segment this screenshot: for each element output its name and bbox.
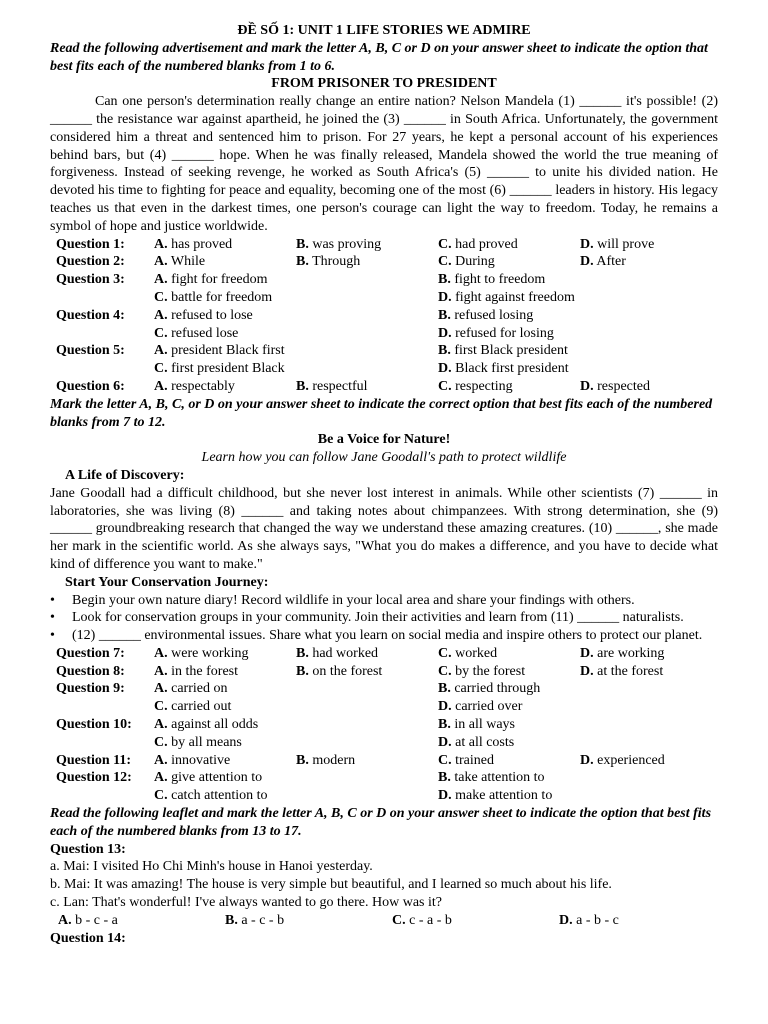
section1-heading: FROM PRISONER TO PRESIDENT — [271, 76, 497, 92]
option-a: A. against all odds — [154, 717, 259, 733]
question-row — [56, 307, 654, 325]
dialogue-line-c: c. Lan: That's wonderful! I've always wanted to go there. How was it? — [50, 895, 442, 911]
section1-passage: Can one person's determination really change an entire nation? Nelson Mandela (1) ______ it's possible! (2) ______ the resistance war against apartheid, he joined the (3) ______ in South Africa. Unfortunately, the government considered him a threat and sentenced him to prison. For 27 years, he kept a personal account of his experiences behind bars, but (4) ______ hope. When he was finally released, Mandela showed the world the true meaning of forgiveness. Instead of seeking revenge, he worked as South Africa's (5) ______ to unite his divided nation. He devoted his time to fighting for peace and equality, becoming one of the most (6) ______ leaders in history. His legacy teaches us that even in the darkest times, one person's courage can light the way to freedom. Today, he remains a symbol of hope and justice worldwide. — [50, 94, 718, 234]
option-b: B. carried through — [438, 681, 541, 697]
question-13-options — [50, 912, 718, 930]
question-row-cont — [56, 734, 665, 752]
list-item: • (12) ______ environmental issues. Share what you learn on social media and inspire others to protect our planet. — [50, 628, 703, 644]
question-label: Question 12: — [56, 770, 132, 786]
exam-title: ĐỀ SỐ 1: UNIT 1 LIFE STORIES WE ADMIRE — [237, 23, 531, 38]
question-label: Question 11: — [56, 752, 132, 768]
question-row-cont — [56, 787, 665, 805]
conservation-bullets — [50, 592, 718, 645]
section1-instruction: Read the following advertisement and mark the letter A, B, C or D on your answer sheet to indicate the option that best fits each of the numbered blanks from 1 to 6. — [50, 40, 708, 74]
section2-heading: Be a Voice for Nature! — [317, 432, 451, 448]
option-b: B. fight to freedom — [438, 272, 546, 288]
option-c: C. trained — [438, 752, 494, 768]
question-label: Question 8: — [56, 663, 125, 679]
question-row — [56, 752, 665, 770]
option-a: A. were working — [154, 645, 249, 661]
option-d: D. After — [580, 254, 626, 270]
option-a: A. in the forest — [154, 663, 238, 679]
option-a: A. b - c - a — [58, 912, 118, 928]
section3-instruction: Read the following leaflet and mark the letter A, B, C or D on your answer sheet to indicate the option that best fits each of the numbered blanks from 13 to 17. — [50, 806, 712, 839]
option-d: D. are working — [580, 645, 665, 661]
question-label: Question 9: — [56, 681, 125, 697]
option-b: B. a - c - b — [225, 912, 285, 928]
question-row-cont — [56, 325, 654, 343]
option-d: D. at the forest — [580, 663, 664, 679]
option-c: C. c - a - b — [392, 912, 452, 928]
section2-subheading-1: A Life of Discovery: — [65, 467, 185, 483]
option-c: C. respecting — [438, 378, 513, 394]
option-a: A. president Black first — [154, 343, 285, 359]
option-b: B. respectful — [296, 378, 368, 394]
option-c: C. carried out — [154, 699, 232, 715]
question-row — [56, 378, 654, 396]
option-b: B. modern — [296, 752, 356, 768]
option-b: B. take attention to — [438, 770, 545, 786]
option-d: D. will prove — [580, 236, 655, 252]
option-a: A. has proved — [154, 236, 233, 252]
question-13-label: Question 13: — [50, 841, 126, 857]
option-a: A. fight for freedom — [154, 272, 268, 288]
option-a: A. refused to lose — [154, 307, 253, 323]
dialogue-line-a: a. Mai: I visited Ho Chi Minh's house in Hanoi yesterday. — [50, 859, 373, 875]
bullet-icon: • — [50, 610, 55, 626]
option-d: D. refused for losing — [438, 325, 554, 341]
question-row-cont — [56, 698, 665, 716]
question-label: Question 10: — [56, 717, 132, 733]
list-item: • Begin your own nature diary! Record wildlife in your local area and share your findings with others. — [50, 592, 635, 608]
question-row-cont — [56, 360, 654, 378]
question-row — [56, 663, 665, 681]
option-b: B. first Black president — [438, 343, 568, 359]
option-c: C. worked — [438, 645, 498, 661]
bullet-icon: • — [50, 592, 55, 608]
option-d: D. fight against freedom — [438, 289, 575, 305]
question-row — [56, 236, 654, 254]
option-d: D. at all costs — [438, 734, 515, 750]
question-label: Question 6: — [56, 378, 125, 394]
question-row — [56, 342, 654, 360]
section2-subtitle: Learn how you can follow Jane Goodall's path to protect wildlife — [201, 450, 567, 466]
option-a: A. carried on — [154, 681, 228, 697]
section2-instruction: Mark the letter A, B, C, or D on your answer sheet to indicate the correct option that best fits each of the numbered blanks from 7 to 12. — [50, 396, 713, 430]
question-label: Question 7: — [56, 645, 125, 661]
option-c: C. During — [438, 254, 495, 270]
section2-subheading-2: Start Your Conservation Journey: — [65, 574, 269, 590]
question-14-label: Question 14: — [50, 930, 126, 946]
section2-passage: Jane Goodall had a difficult childhood, but she never lost interest in animals. While other scientists (7) ______ in laboratories, she was living (8) ______ and taking notes about chimpanzees. With strong determination, she (9) ______ groundbreaking research that changed the way we understand these amazing creatures. (10) ______, she made her mark in the scientific world. As she always says, "What you do makes a difference, and you have to decide what kind of difference you want to make." — [50, 485, 718, 572]
question-label: Question 4: — [56, 307, 125, 323]
question-label: Question 5: — [56, 343, 125, 359]
option-a: A. give attention to — [154, 770, 263, 786]
option-d: D. Black first president — [438, 361, 569, 377]
option-b: B. had worked — [296, 645, 379, 661]
list-item: • Look for conservation groups in your community. Join their activities and learn from (11) ______ naturalists. — [50, 610, 684, 626]
option-d: D. carried over — [438, 699, 523, 715]
option-c: C. catch attention to — [154, 788, 268, 804]
question-row — [56, 680, 665, 698]
question-row — [56, 716, 665, 734]
question-label: Question 3: — [56, 272, 125, 288]
dialogue-line-b: b. Mai: It was amazing! The house is very simple but beautiful, and I learned so much about his life. — [50, 877, 612, 893]
option-c: C. had proved — [438, 236, 518, 252]
question-row — [56, 769, 665, 787]
option-d: D. make attention to — [438, 788, 553, 804]
option-c: C. refused lose — [154, 325, 239, 341]
questions-7-12 — [56, 645, 665, 805]
option-c: C. by all means — [154, 734, 242, 750]
question-label: Question 2: — [56, 254, 125, 270]
option-c: C. first president Black — [154, 361, 285, 377]
question-label: Question 1: — [56, 236, 125, 252]
option-a: A. respectably — [154, 378, 235, 394]
question-row — [56, 645, 665, 663]
option-b: B. in all ways — [438, 717, 515, 733]
option-a: A. While — [154, 254, 206, 270]
option-d: D. experienced — [580, 752, 665, 768]
option-b: B. refused losing — [438, 307, 534, 323]
option-d: D. a - b - c — [559, 912, 619, 928]
option-b: B. on the forest — [296, 663, 383, 679]
question-row — [56, 253, 654, 271]
question-row — [56, 271, 654, 289]
option-c: C. by the forest — [438, 663, 526, 679]
option-d: D. respected — [580, 378, 650, 394]
option-a: A. innovative — [154, 752, 231, 768]
question-row-cont — [56, 289, 654, 307]
questions-1-6 — [56, 236, 654, 396]
bullet-icon: • — [50, 628, 55, 644]
option-b: B. Through — [296, 254, 361, 270]
option-c: C. battle for freedom — [154, 289, 273, 305]
option-b: B. was proving — [296, 236, 382, 252]
